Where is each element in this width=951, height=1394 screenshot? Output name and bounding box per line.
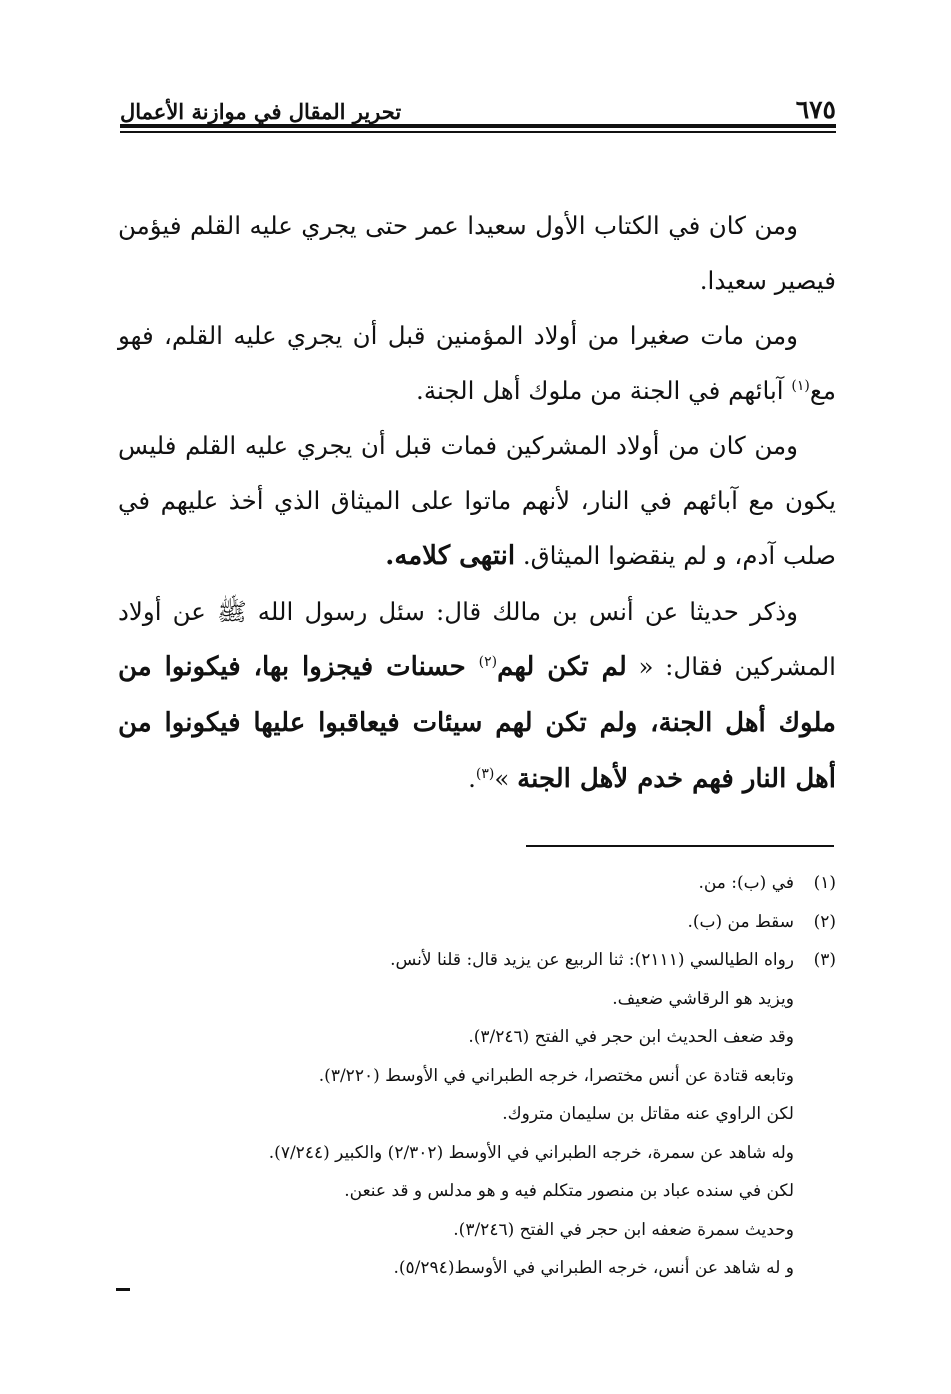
footnote-2 [150, 903, 836, 942]
footnote-3-line: وتابعه قتادة عن أنس مختصرا، خرجه الطبراني في الأوسط (٣/٢٢٠). [318, 1065, 794, 1086]
footnotes [150, 864, 836, 1288]
footnote-3-line: وقد ضعف الحديث ابن حجر في الفتح (٣/٢٤٦). [468, 1027, 794, 1047]
footnote-text: سقط من (ب). [687, 911, 794, 932]
footnote-number: (٢) [813, 911, 836, 932]
footnote-3-line: وله شاهد عن سمرة، خرجه الطبراني في الأوسط (٢/٣٠٢) والكبير (٧/٢٤٤). [268, 1142, 794, 1163]
paragraph-3: ومن كان من أولاد المشركين فمات قبل أن يجري عليه القلم فليس يكون مع آبائهم في النار، لأنهم ماتوا على الميثاق الذي أخذ عليهم في صلب آدم، و لم ينقضوا الميثاق. انتهى كلامه. [118, 431, 836, 571]
page-header [120, 84, 836, 124]
footnote-number: (١) [813, 873, 836, 893]
footnote-3-line: وحديث سمرة ضعفه ابن حجر في الفتح (٣/٢٤٦). [453, 1219, 794, 1240]
footnote-ref-3: (٣) [475, 765, 495, 782]
header-rule-thin [120, 131, 836, 133]
footnote-ref-1: (١) [791, 377, 810, 394]
footnote-ref-2: (٢) [478, 653, 498, 670]
footnote-separator [526, 845, 834, 847]
margin-dash [116, 1288, 130, 1291]
paragraph-1: ومن كان في الكتاب الأول سعيدا عمر حتى يجري عليه القلم فيؤمن فيصير سعيدا. [118, 211, 836, 295]
main-text [118, 198, 836, 807]
paragraph-2: ومن مات صغيرا من أولاد المؤمنين قبل أن يجري عليه القلم، فهو مع$^{(١)}$ آبائهم في الجنة من ملوك أهل الجنة. [118, 321, 836, 405]
paragraph-4: وذكر حديثا عن أنس بن مالك قال: سئل رسول الله ﷺ عن أولاد المشركين فقال: « لم تكن لهم$^{(٢)}$ حسنات فيجزوا بها، فيكونوا من ملوك أهل الجنة، ولم تكن لهم سيئات فيعاقبوا عليها فيكونوا من أهل النار فهم خدم لأهل الجنة »$^{(٣)}$. [118, 597, 836, 794]
page-number: ٦٧٥ [795, 95, 836, 124]
footnote-1 [150, 864, 836, 903]
footnote-3 [150, 941, 836, 980]
footnote-number: (٣) [813, 950, 836, 970]
footnote-3-line: لكن في سنده عباد بن منصور متكلم فيه و هو مدلس و قد عنعن. [344, 1181, 794, 1201]
footnote-text: في (ب): من. [698, 873, 794, 893]
footnote-3-line: و له شاهد عن أنس، خرجه الطبراني في الأوسط(٥/٢٩٤). [393, 1258, 794, 1278]
header-rule-thick [120, 124, 836, 128]
hadith-text-2: حسنات فيجزوا بها، فيكونوا من ملوك أهل الجنة، ولم تكن لهم سيئات فيعاقبوا عليها فيكونوا من أهل النار فهم خدم لأهل الجنة [118, 652, 836, 794]
end-of-quote: انتهى كلامه. [385, 541, 516, 571]
footnote-3-line: لكن الراوي عنه مقاتل بن سليمان متروك. [502, 1104, 794, 1124]
running-title: تحرير المقال في موازنة الأعمال [120, 99, 402, 124]
footnote-3-line: ويزيد هو الرقاشي ضعيف. [612, 988, 794, 1009]
hadith-text-1: لم تكن لهم [497, 652, 627, 682]
footnote-text: رواه الطيالسي (٢١١١): ثنا الربيع عن يزيد قال: قلنا لأنس. [390, 950, 794, 970]
